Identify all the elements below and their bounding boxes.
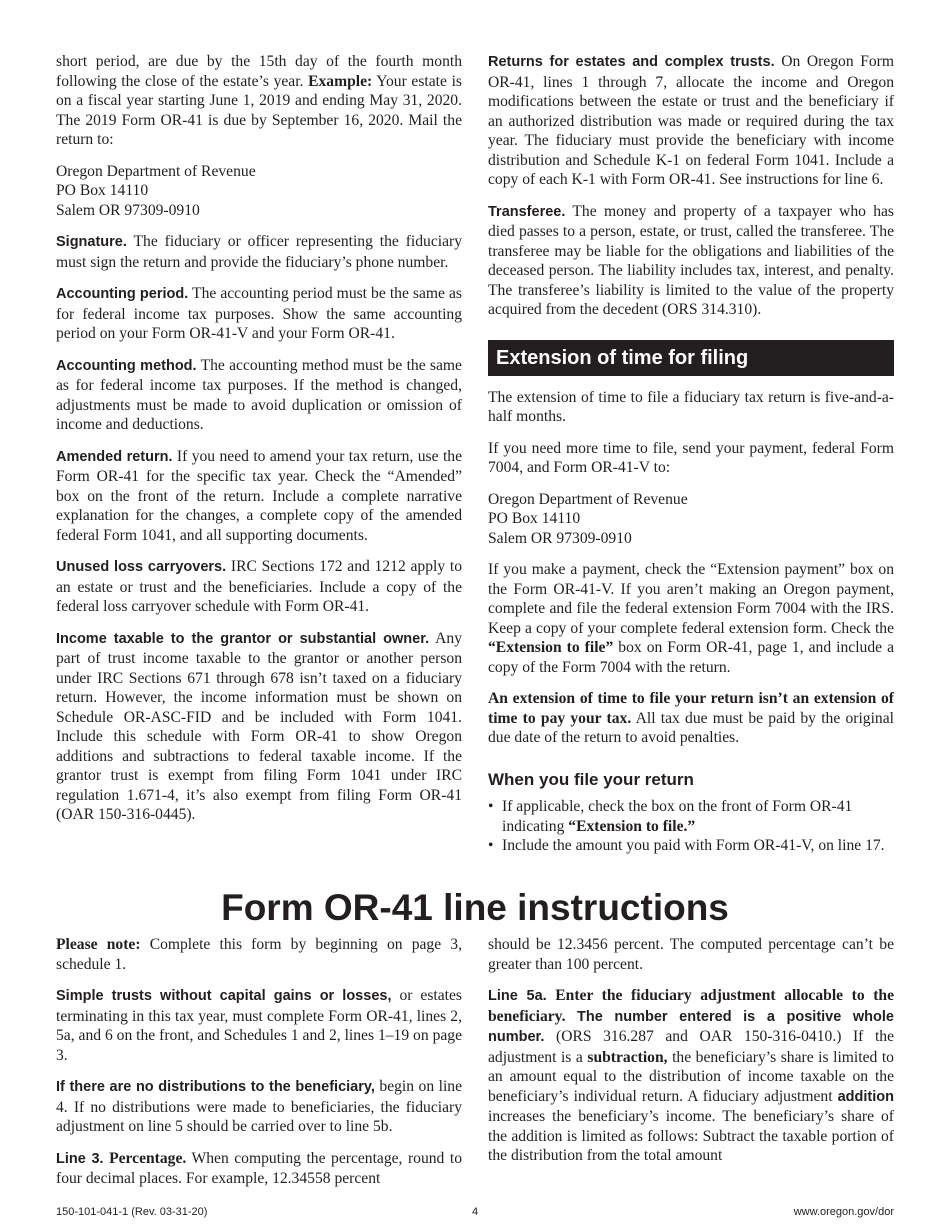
line-5a-paragraph: Line 5a. Enter the fiduciary adjustment allocable to the beneficiary. The number entered is a positive whole number. (ORS 316.287 and OAR 150-316-0410.) If the adjustment is a subtraction, the beneficiary’s share is limited to an amount equal to the distribution of income taxable on the beneficiary’s individual return. A fiduciary adjustment addition increases the beneficiary’s income. The beneficiary’s share of the addition is limited as follows: Subtract the taxable portion of the distribution from the total amount: [488, 987, 895, 1164]
no-distributions-paragraph: If there are no distributions to the beneficiary, begin on line 4. If no distributions were made to beneficiaries, the fiduciary adjustment on line 5 should be carried over to line 5b.: [56, 1078, 462, 1135]
left-column: [56, 52, 462, 825]
footer-url: www.oregon.gov/dor: [793, 1206, 894, 1218]
transferee-section: Transferee. The money and property of a taxpayer who has died passes to a person, estate, or trust, called the transferee. The transferee may be liable for the obligations and liabilities of the deceased person. The liability includes tax, interest, and penalty. The transferee’s liability is limited to the value of the property acquired from the decedent (ORS 314.310).: [488, 202, 894, 318]
footer-page-number: 4: [472, 1206, 479, 1218]
grantor-income-section: Income taxable to the grantor or substantial owner. Any part of trust income taxable to the grantor or another person under IRC Sections 671 through 678 isn’t taxed on a fiduciary return. However, the income information must be shown on Schedule OR-ASC-FID and be included with Form 1041. Include this schedule with Form OR-41 to show Oregon additions and subtractions to federal taxable income. If the grantor trust is exempt from filing Form 1041 under IRC regulation 1.671-4, it’s also exempt from filing Form OR-41 (OAR 150-316-0445).: [56, 629, 462, 823]
extension-address: Oregon Department of Revenue PO Box 14110 Salem OR 97309-0910: [488, 490, 688, 547]
accounting-period-section: Accounting period. The accounting period must be the same as for federal income tax purposes. Show the same accounting period on your Form OR-41-V and your Form OR-41.: [56, 285, 463, 342]
extension-paragraph-3: If you make a payment, check the “Extension payment” box on the Form OR-41-V. If you aren’t making an Oregon payment, complete and file the federal extension Form 7004 with the IRS. Keep a copy of your complete federal extension form. Check the “Extension to file” box on Form OR-41, page 1, and include a copy of the Form 7004 with the return.: [488, 561, 895, 676]
lower-left-column: [56, 935, 462, 1189]
intro-paragraph: short period, are due by the 15th day of the fourth month following the close of the estate’s year. Example: Your estate is on a fiscal year starting June 1, 2019 and ending May 31, 2020. The 2019 Form OR-41 is due by September 16, 2020. Mail the return to:: [56, 53, 462, 148]
extension-paragraph-4: An extension of time to file your return isn’t an extension of time to pay your tax. All tax due must be paid by the original due date of the return to avoid penalties.: [488, 690, 894, 746]
mailing-address: Oregon Department of Revenue PO Box 14110 Salem OR 97309-0910: [56, 162, 256, 219]
percentage-continued-paragraph: should be 12.3456 percent. The computed percentage can’t be greater than 100 percent.: [488, 936, 894, 973]
lower-right-column: [488, 935, 894, 1166]
footer-form-number: 150-101-041-1 (Rev. 03-31-20): [56, 1206, 208, 1218]
extension-paragraph-1: The extension of time to file a fiduciary tax return is five-and-a-half months.: [488, 388, 894, 425]
extension-banner: Extension of time for filing: [488, 340, 894, 376]
when-you-file-heading: When you file your return: [488, 769, 694, 789]
estates-trusts-section: Returns for estates and complex trusts. On Oregon Form OR-41, lines 1 through 7, allocate the income and Oregon modifications between the estate or trust and the beneficiary if an authorized distribution was made or required during the tax year. The fiduciary must provide the beneficiary with income distribution and Schedule K-1 on federal Form 1041. Include a copy of each K-1 with Form OR-41. See instructions for line 6.: [488, 53, 894, 188]
bullet-item: • If applicable, check the box on the front of Form OR-41 indicating “Extension to file.”: [488, 798, 853, 835]
bullet-icon: •: [488, 798, 494, 815]
bullet-item: • Include the amount you paid with Form OR-41-V, on line 17.: [488, 837, 885, 854]
unused-loss-section: Unused loss carryovers. IRC Sections 172 and 1212 apply to an estate or trust and the beneficiaries. Include a copy of the federal loss carryover schedule with Form OR-41.: [56, 558, 462, 615]
line-3-paragraph: Line 3. Percentage. When computing the percentage, round to four decimal places. For example, 12.34558 percent: [56, 1149, 462, 1187]
signature-section: Signature. The fiduciary or officer representing the fiduciary must sign the return and provide the fiduciary’s phone number.: [56, 233, 462, 271]
accounting-method-section: Accounting method. The accounting method must be the same as for federal income tax purposes. If the method is changed, adjustments must be made to avoid duplication or omission of income and deductions.: [56, 356, 462, 433]
extension-paragraph-2: If you need more time to file, send your payment, federal Form 7004, and Form OR-41-V to:: [488, 439, 894, 476]
amended-return-section: Amended return. If you need to amend your tax return, use the Form OR-41 for the specific tax year. Check the “Amended” box on the front of the return. Include a complete narrative explanation for the changes, a complete copy of the amended federal Form 1041, and all supporting documents.: [56, 447, 462, 544]
bullet-icon: •: [488, 837, 494, 854]
page-title: Form OR-41 line instructions: [221, 887, 729, 928]
simple-trusts-paragraph: Simple trusts without capital gains or losses, or estates terminating in this tax year, must complete Form OR-41, lines 2, 5a, and 6 on the front, and Schedules 1 and 2, lines 1–19 on page 3.: [56, 987, 462, 1064]
right-column: [488, 52, 894, 856]
please-note-paragraph: Please note: Complete this form by beginning on page 3, schedule 1.: [56, 936, 462, 973]
